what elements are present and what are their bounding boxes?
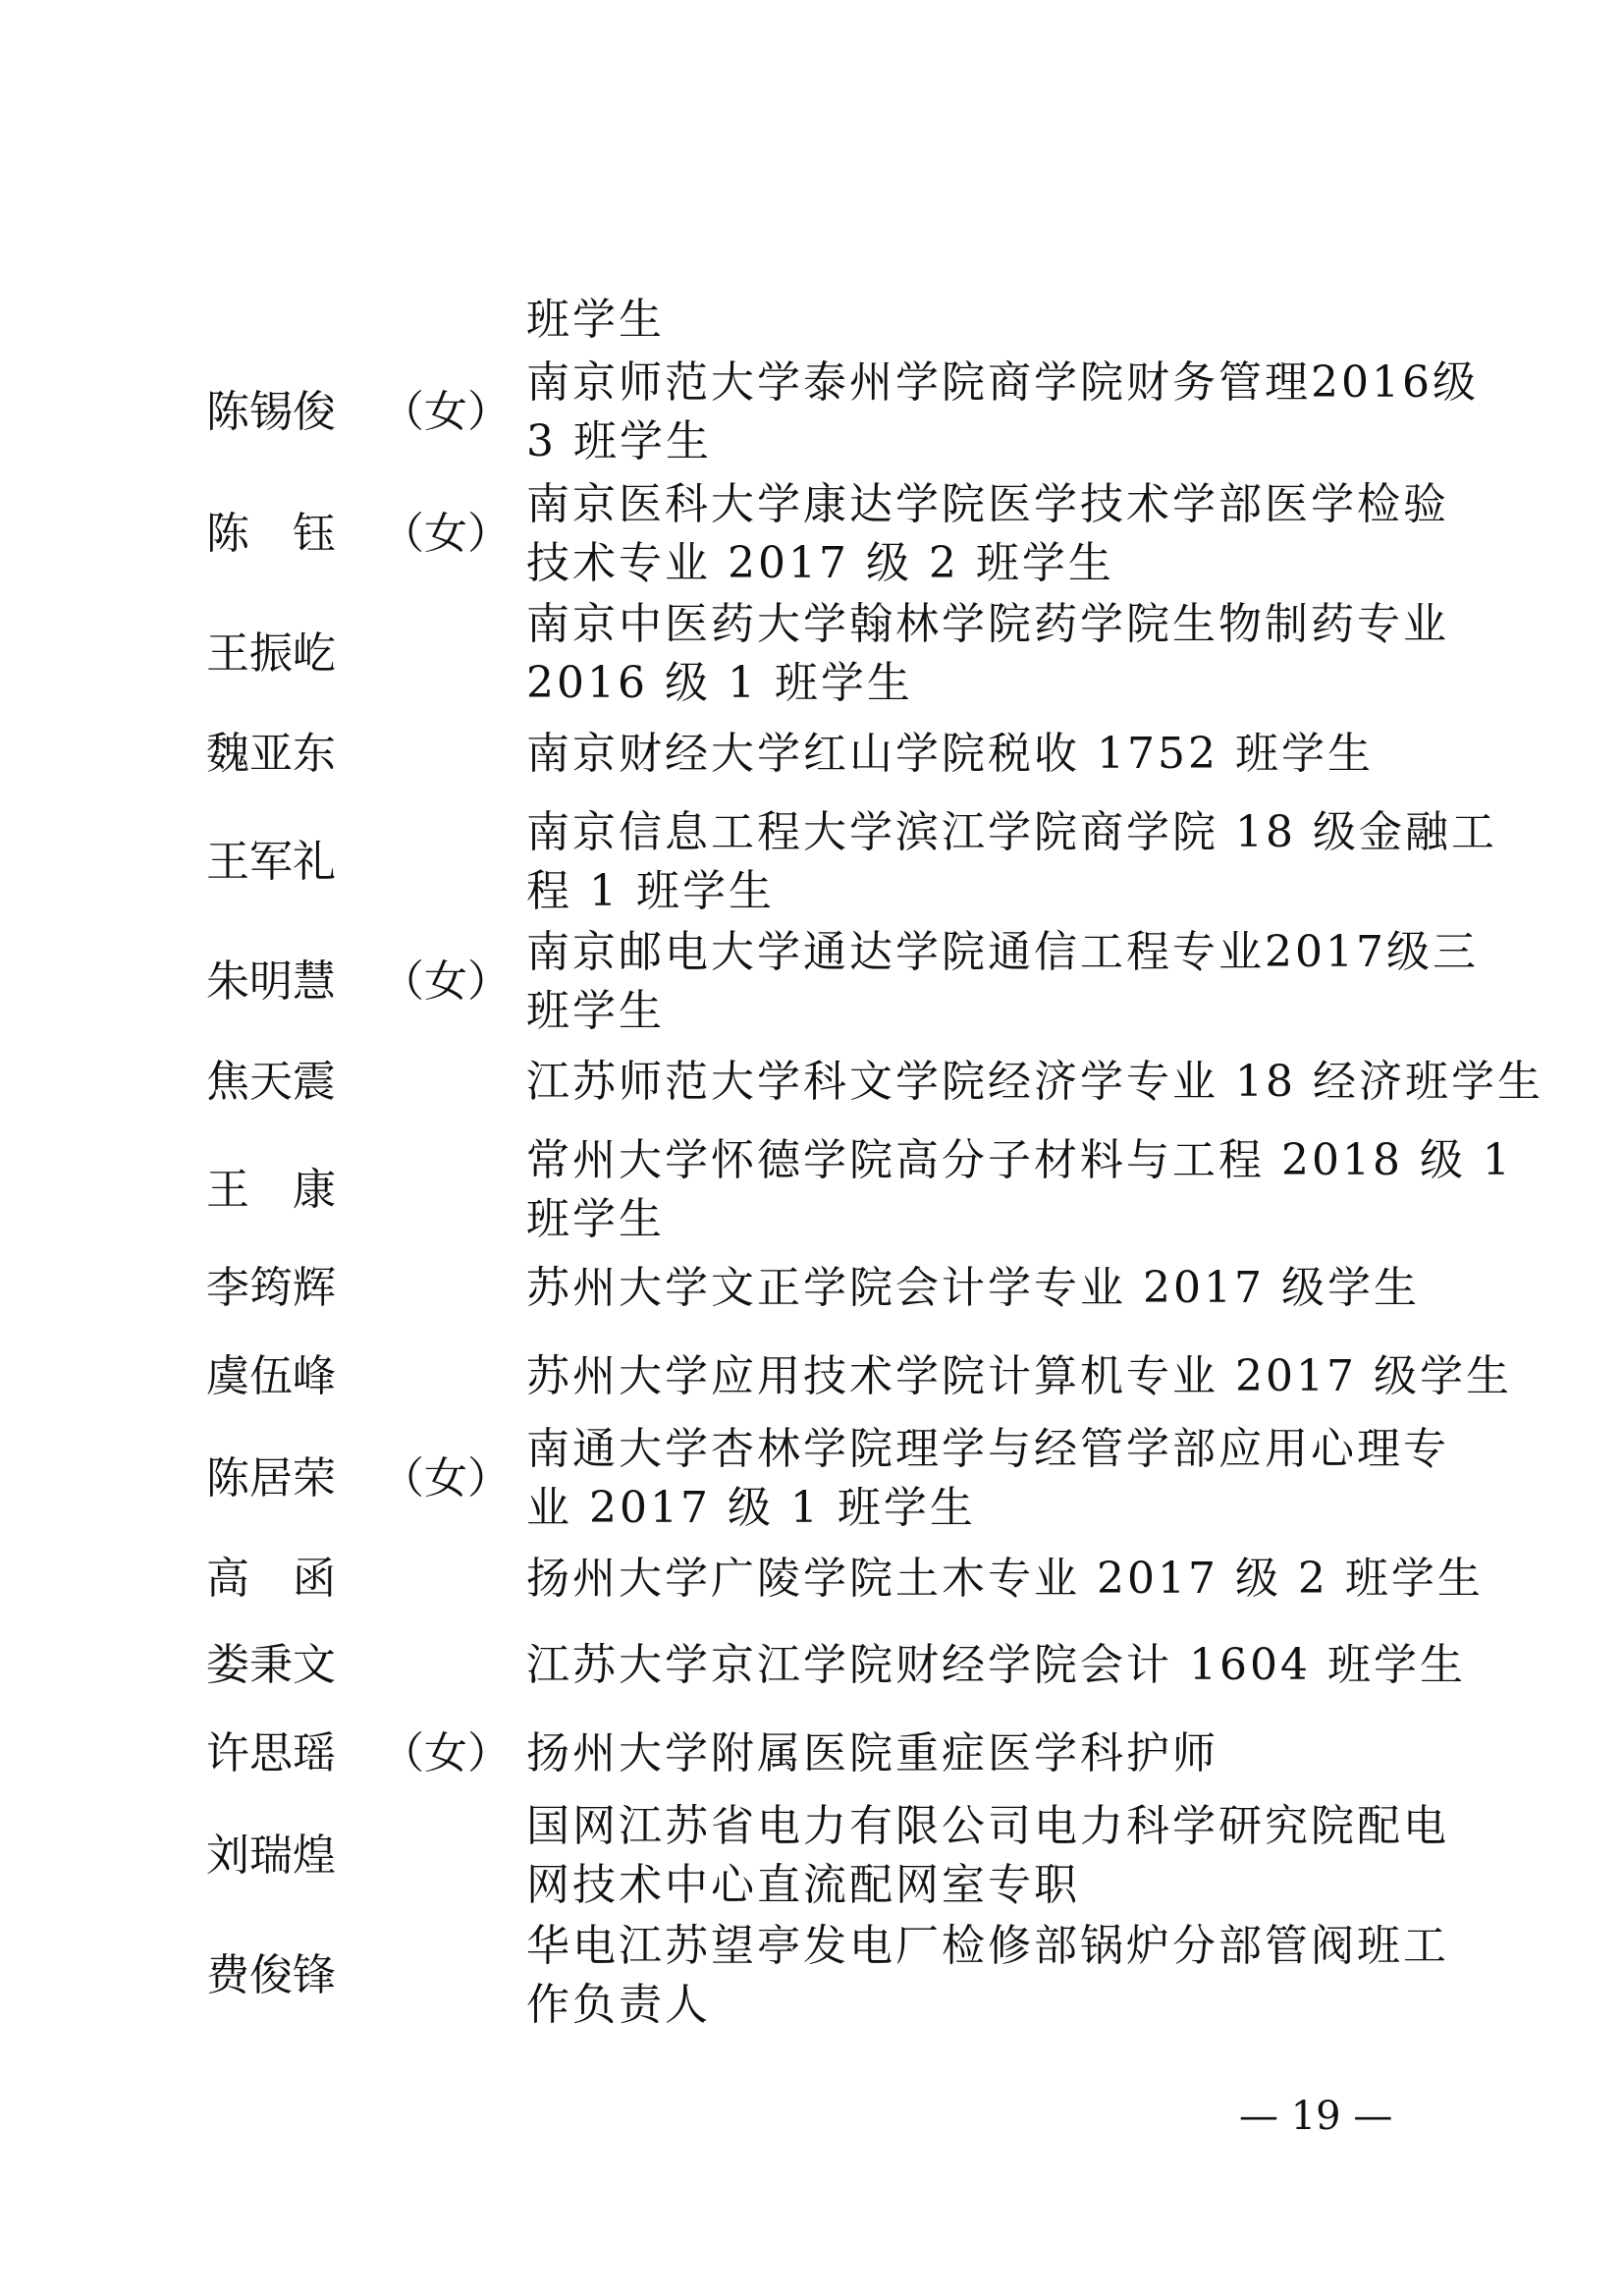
affiliation [526,1131,1513,1249]
affiliation-line: 技术专业 2017 级 2 班学生 [526,538,1114,588]
person-name: 李筠辉 [206,1263,336,1313]
affiliation-line: 江苏大学京江学院财经学院会计 1604 班学生 [526,1640,1466,1690]
affiliation [526,595,1449,713]
person-name: 朱明慧 [206,957,336,1007]
affiliation-line: 3 班学生 [526,416,712,466]
gender-note: （女） [381,509,511,559]
affiliation [526,1259,1420,1318]
affiliation-line: 南京师范大学泰州学院商学院财务管理2016级 [526,357,1479,408]
affiliation-line: 2016 级 1 班学生 [526,658,913,708]
affiliation [526,803,1497,921]
affiliation-line: 网技术中心直流配网室专职 [526,1860,1080,1910]
affiliation [526,725,1410,784]
affiliation-line: 扬州大学附属医院重症医学科护师 [526,1728,1218,1778]
affiliation [526,354,1479,471]
affiliation-line: 班学生 [526,986,665,1036]
affiliation-line: 班学生 [526,1194,665,1244]
person-name: 刘瑞煌 [206,1831,336,1881]
affiliation [526,1636,1466,1695]
affiliation [526,1420,1449,1538]
gender-note: （女） [381,387,511,437]
person-name: 魏亚东 [206,729,336,779]
affiliation-line: 常州大学怀德学院高分子材料与工程 2018 级 1 [526,1135,1513,1185]
affiliation [526,1053,1543,1112]
person-name: 陈 钰 [206,509,336,559]
page-number: — 19 — [1239,2094,1393,2139]
affiliation-line: 苏州大学应用技术学院计算机专业 2017 级学生 [526,1351,1512,1401]
person-name: 虞伍峰 [206,1351,336,1401]
affiliation [526,1917,1449,2035]
affiliation-line: 南京中医药大学翰林学院药学院生物制药专业 [526,599,1449,649]
person-name: 陈锡俊 [206,387,336,437]
person-name: 焦天震 [206,1057,336,1107]
affiliation-line: 业 2017 级 1 班学生 [526,1483,976,1533]
person-name: 高 函 [206,1554,336,1604]
affiliation-line: 南京邮电大学通达学院通信工程专业2017级三 [526,927,1479,977]
gender-note: （女） [381,1728,511,1778]
gender-note: （女） [381,957,511,1007]
affiliation [526,1724,1410,1783]
affiliation-line: 南京医科大学康达学院医学技术学部医学检验 [526,479,1449,529]
person-name: 王振屹 [206,629,336,679]
affiliation-line: 华电江苏望亭发电厂检修部锅炉分部管阀班工 [526,1921,1449,1971]
affiliation [526,1347,1512,1406]
person-name: 陈居荣 [206,1453,336,1503]
affiliation [526,1797,1449,1915]
affiliation [526,475,1449,593]
person-name: 娄秉文 [206,1640,336,1690]
affiliation-line: 南通大学杏林学院理学与经管学部应用心理专 [526,1424,1449,1474]
affiliation-line: 江苏师范大学科文学院经济学专业 18 经济班学生 [526,1057,1543,1107]
person-name: 王 康 [206,1165,336,1215]
affiliation [526,1550,1484,1609]
affiliation-line: 国网江苏省电力有限公司电力科学研究院配电 [526,1801,1449,1851]
gender-note: （女） [381,1453,511,1503]
affiliation [526,923,1479,1041]
affiliation-line: 南京信息工程大学滨江学院商学院 18 级金融工 [526,807,1497,857]
affiliation-line: 程 1 班学生 [526,866,775,916]
person-name: 许思瑶 [206,1728,336,1778]
person-name: 王军礼 [206,837,336,887]
affiliation-line: 扬州大学广陵学院土木专业 2017 级 2 班学生 [526,1554,1484,1604]
affiliation-line: 苏州大学文正学院会计学专业 2017 级学生 [526,1263,1420,1313]
affiliation-line: 作负责人 [526,1980,711,2030]
affiliation-line: 南京财经大学红山学院税收 1752 班学生 [526,729,1374,779]
person-name: 费俊锋 [206,1950,336,2000]
continuation-line: 班学生 [526,295,665,345]
